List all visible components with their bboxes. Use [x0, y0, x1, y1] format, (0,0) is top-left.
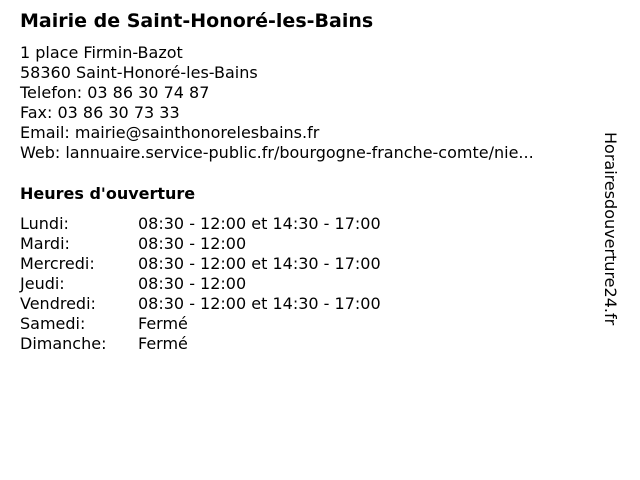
day-hours: Fermé	[138, 334, 188, 353]
hours-row-saturday	[20, 314, 381, 334]
hours-row-monday	[20, 214, 381, 234]
day-hours: 08:30 - 12:00 et 14:30 - 17:00	[138, 214, 381, 233]
day-hours: Fermé	[138, 314, 188, 333]
day-label: Vendredi:	[20, 294, 96, 313]
hours-row-thursday	[20, 274, 381, 294]
day-label: Mercredi:	[20, 254, 95, 273]
day-hours: 08:30 - 12:00	[138, 274, 247, 293]
hours-heading: Heures d'ouverture	[20, 184, 196, 203]
email-address: Email: mairie@sainthonorelesbains.fr	[20, 123, 320, 142]
address-city: 58360 Saint-Honoré-les-Bains	[20, 63, 258, 82]
day-label: Mardi:	[20, 234, 70, 253]
hours-row-friday	[20, 294, 381, 314]
hours-row-wednesday	[20, 254, 381, 274]
page-title: Mairie de Saint-Honoré-les-Bains	[20, 10, 374, 32]
hours-row-tuesday	[20, 234, 381, 254]
hours-row-sunday	[20, 334, 381, 354]
website-link: Web: lannuaire.service-public.fr/bourgogne-franche-comte/nie...	[20, 143, 534, 162]
day-hours: 08:30 - 12:00 et 14:30 - 17:00	[138, 254, 381, 273]
contact-info	[20, 43, 534, 163]
address-street: 1 place Firmin-Bazot	[20, 43, 183, 62]
opening-hours-table	[20, 214, 381, 354]
site-watermark: Horairesdouverture24.fr	[601, 132, 620, 326]
day-hours: 08:30 - 12:00 et 14:30 - 17:00	[138, 294, 381, 313]
phone-number: Telefon: 03 86 30 74 87	[20, 83, 210, 102]
day-label: Dimanche:	[20, 334, 107, 353]
day-label: Samedi:	[20, 314, 86, 333]
day-label: Jeudi:	[20, 274, 65, 293]
fax-number: Fax: 03 86 30 73 33	[20, 103, 180, 122]
day-hours: 08:30 - 12:00	[138, 234, 247, 253]
day-label: Lundi:	[20, 214, 69, 233]
